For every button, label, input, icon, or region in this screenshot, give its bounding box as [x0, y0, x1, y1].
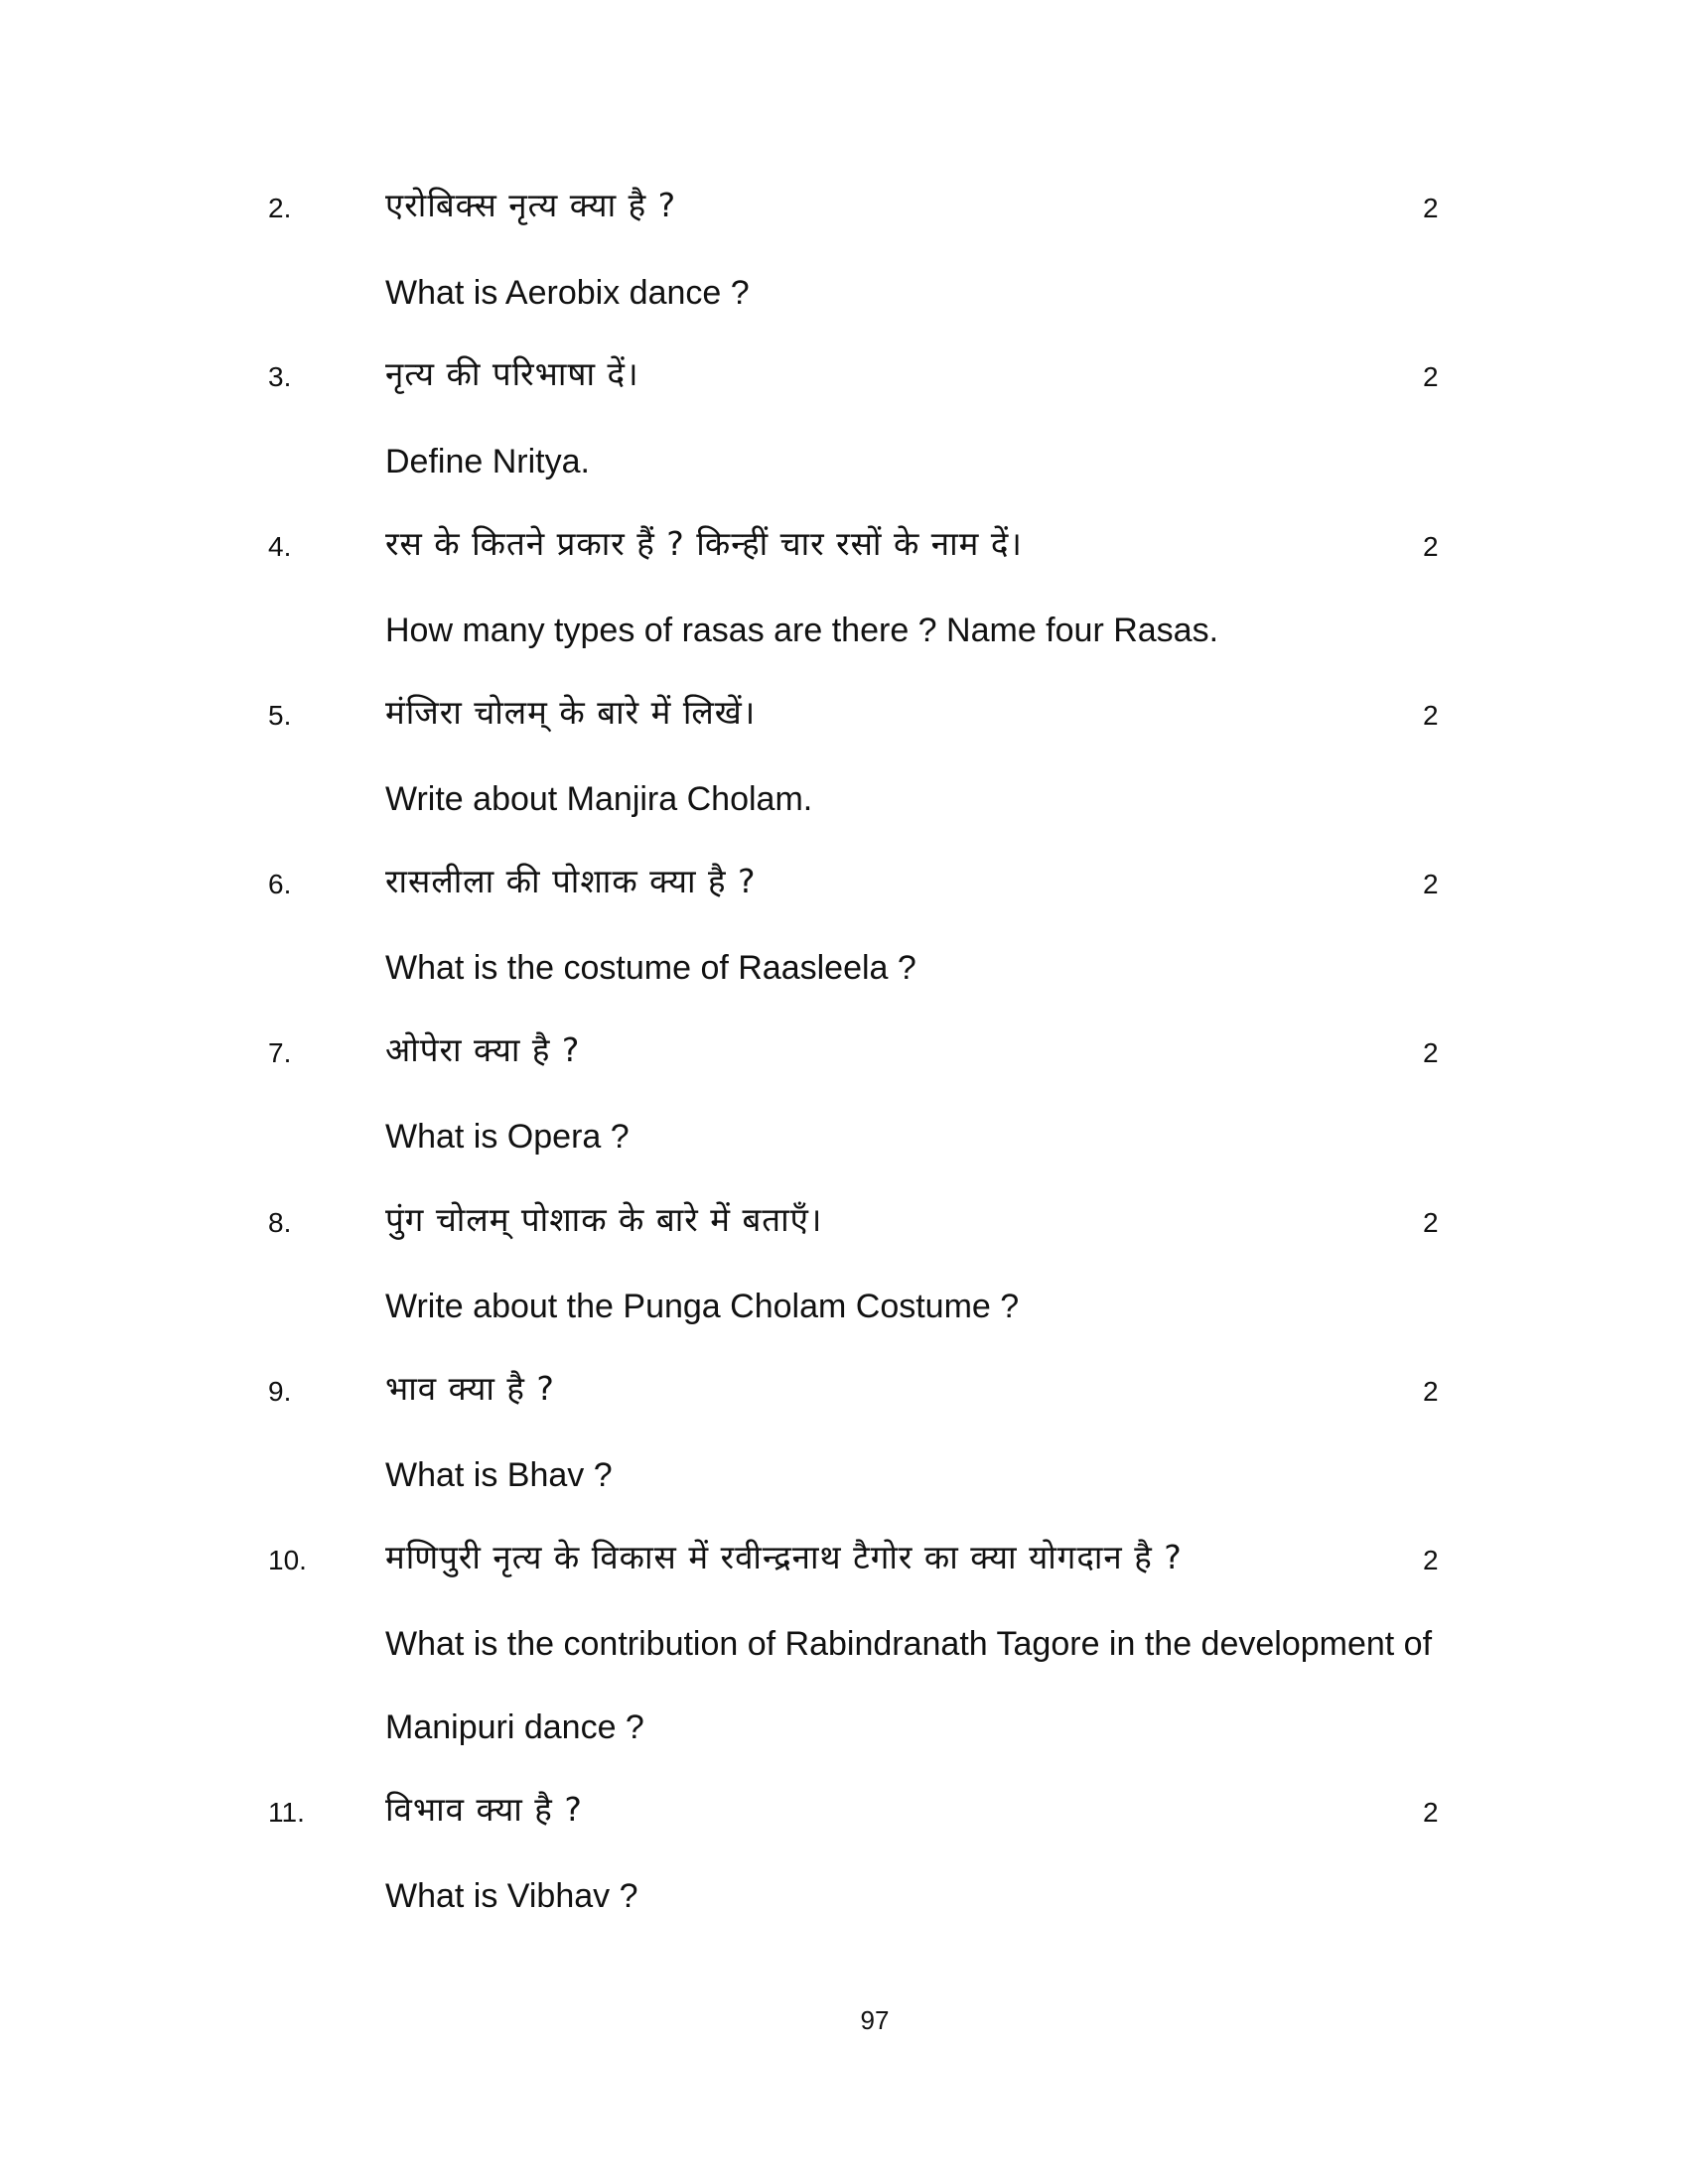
question-marks: 2 [1423, 1797, 1439, 1828]
question-number: 8. [268, 1207, 292, 1238]
question-english: Write about Manjira Cholam. [385, 780, 813, 818]
question-hindi: एरोबिक्स नृत्य क्या है ? [385, 186, 677, 224]
question-hindi: नृत्य की परिभाषा दें। [385, 354, 639, 393]
question-number: 4. [268, 531, 292, 562]
question-english: What is Vibhav ? [385, 1877, 638, 1915]
question-marks: 2 [1423, 361, 1439, 392]
question-hindi: पुंग चोलम् पोशाक के बारे में बताएँ। [385, 1200, 823, 1239]
question-english: What is the contribution of Rabindranath Tagore in the development of [385, 1625, 1433, 1663]
question-number: 11. [268, 1797, 305, 1828]
question-english: What is Aerobix dance ? [385, 274, 750, 312]
question-number: 10. [268, 1545, 307, 1575]
question-number: 2. [268, 193, 292, 223]
question-number: 6. [268, 869, 292, 899]
question-number: 7. [268, 1037, 292, 1068]
question-hindi: विभाव क्या है ? [385, 1790, 583, 1829]
question-marks: 2 [1423, 531, 1439, 562]
question-marks: 2 [1423, 1376, 1439, 1407]
question-english: How many types of rasas are there ? Name four Rasas. [385, 612, 1219, 649]
question-english: What is the costume of Raasleela ? [385, 949, 916, 987]
question-hindi: मणिपुरी नृत्य के विकास में रवीन्द्रनाथ टैगोर का क्या योगदान है ? [385, 1538, 1183, 1576]
question-hindi: ओपेरा क्या है ? [385, 1030, 581, 1069]
question-marks: 2 [1423, 1545, 1439, 1575]
question-number: 5. [268, 700, 292, 731]
question-hindi: रस के कितने प्रकार हैं ? किन्हीं चार रसों के नाम दें। [385, 524, 1023, 563]
question-marks: 2 [1423, 869, 1439, 899]
question-marks: 2 [1423, 1207, 1439, 1238]
question-hindi: भाव क्या है ? [385, 1369, 555, 1408]
question-marks: 2 [1423, 700, 1439, 731]
question-number: 9. [268, 1376, 292, 1407]
question-english: Write about the Punga Cholam Costume ? [385, 1288, 1020, 1325]
question-english: What is Bhav ? [385, 1456, 613, 1494]
page-number: 97 [860, 2005, 890, 2035]
question-hindi: मंजिरा चोलम् के बारे में लिखें। [385, 693, 757, 732]
question-english: What is Opera ? [385, 1118, 630, 1156]
question-english-continued: Manipuri dance ? [385, 1708, 644, 1746]
question-english: Define Nritya. [385, 443, 590, 480]
question-marks: 2 [1423, 193, 1439, 223]
question-hindi: रासलीला की पोशाक क्या है ? [385, 862, 757, 900]
question-marks: 2 [1423, 1037, 1439, 1068]
question-number: 3. [268, 361, 292, 392]
